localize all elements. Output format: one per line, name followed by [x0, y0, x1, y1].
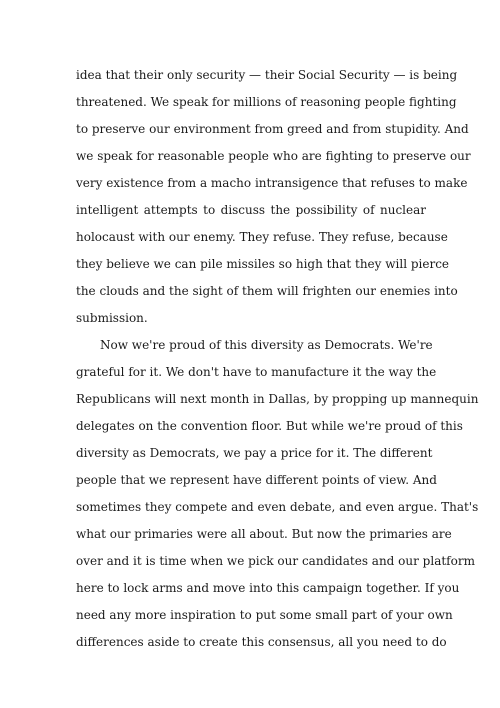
text-line: need any more inspiration to put some small part of your own — [76, 608, 453, 622]
text-line: people that we represent have different points of view. And — [76, 473, 437, 487]
text-line: very existence from a macho intransigence that refuses to make — [76, 176, 468, 190]
text-line: they believe we can pile missiles so high that they will pierce — [76, 257, 450, 271]
text-line: submission. — [76, 311, 148, 325]
text-line: what our primaries were all about. But now the primaries are — [76, 527, 452, 541]
text-line: sometimes they compete and even debate, and even argue. That's — [76, 500, 479, 514]
text-line: differences aside to create this consensus, all you need to do — [76, 635, 447, 649]
text-line: delegates on the convention floor. But while we're proud of this — [76, 419, 463, 433]
text-line: we speak for reasonable people who are fighting to preserve our — [76, 149, 471, 163]
text-line: Now we're proud of this diversity as Democrats. We're — [100, 338, 433, 352]
text-line: to preserve our environment from greed and from stupidity. And — [76, 122, 469, 136]
text-line: the clouds and the sight of them will frighten our enemies into — [76, 284, 458, 298]
text-line: diversity as Democrats, we pay a price for it. The different — [76, 446, 433, 460]
text-line: intelligent attempts to discuss the possibility of nuclear — [76, 203, 426, 217]
text-line: over and it is time when we pick our candidates and our platform — [76, 554, 475, 568]
text-line: idea that their only security — their Social Security — is being — [76, 68, 458, 82]
text-line: Republicans will next month in Dallas, by propping up mannequin — [76, 392, 479, 406]
text-line: holocaust with our enemy. They refuse. They refuse, because — [76, 230, 448, 244]
text-line: here to lock arms and move into this campaign together. If you — [76, 581, 460, 595]
body-text — [76, 62, 479, 656]
text-line: grateful for it. We don't have to manufacture it the way the — [76, 365, 437, 379]
paragraph-1 — [76, 62, 471, 332]
paragraph-2 — [76, 332, 479, 656]
text-line: threatened. We speak for millions of reasoning people fighting — [76, 95, 457, 109]
